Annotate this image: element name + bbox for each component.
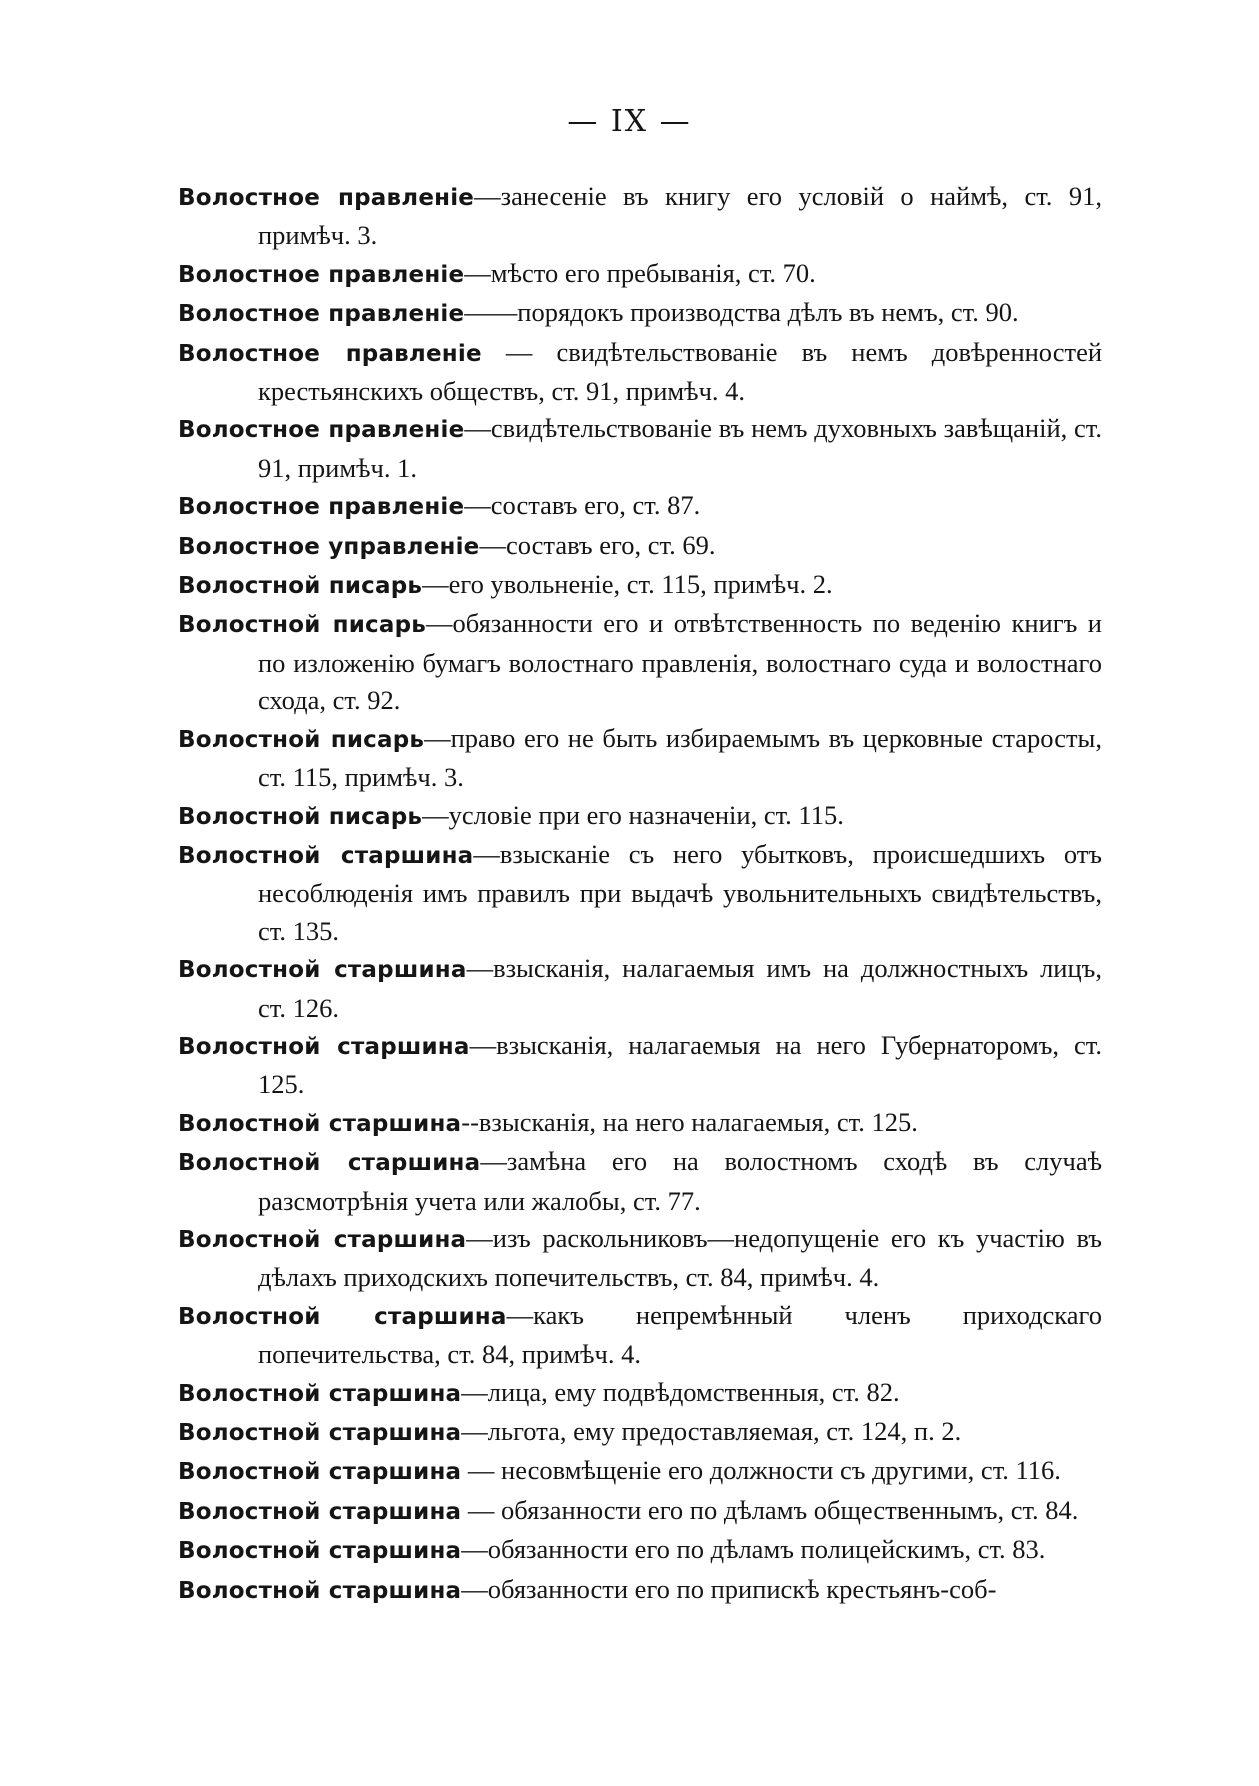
index-entry — [178, 1143, 1102, 1220]
entry-heading: Волостное управленіе — [178, 533, 480, 560]
entry-heading: Волостной старшина — [178, 1420, 462, 1446]
entry-text: —льгота, ему предоставляемая, ст. 124, п. 2. — [461, 1416, 962, 1446]
index-entry — [178, 1413, 1102, 1452]
entry-heading: Волостной старшина — [178, 1498, 462, 1525]
entry-text: —свидѣтельствованіе въ немъ духовныхъ завѣщаній, ст. 91, примѣч. 1. — [258, 413, 1102, 483]
index-entry — [178, 294, 1102, 333]
entry-text: — свидѣтельствованіе въ немъ довѣренностей крестьянскихъ обществъ, ст. 91, примѣч. 4. — [258, 336, 1103, 407]
entry-text: — несовмѣщеніе его должности съ другими, ст. 116. — [461, 1455, 1061, 1486]
entry-heading: Волостной писарь — [178, 573, 423, 600]
entry-heading: Волостной писарь — [178, 726, 425, 753]
index-entry — [178, 1374, 1102, 1413]
entry-heading: Волостной старшина — [178, 1538, 462, 1565]
entry-text: —взысканія, налагаемыя имъ на должностныхъ лицъ, ст. 126. — [258, 953, 1102, 1023]
entry-text: —составъ его, ст. 69. — [479, 529, 716, 560]
entry-heading: Волостное правленіе — [178, 494, 465, 521]
entry-text: —право его не быть избираемымъ въ церковные старосты, ст. 115, примѣч. 3. — [258, 722, 1102, 793]
index-entry — [178, 836, 1102, 950]
entry-text: —замѣна его на волостномъ сходѣ въ случаѣ разсмотрѣнія учета или жалобы, ст. 77. — [258, 1146, 1103, 1216]
entry-text: —условіе при его назначеніи, ст. 115. — [422, 799, 844, 830]
index-entry — [178, 566, 1102, 605]
index-entry — [178, 527, 1102, 566]
index-entry — [178, 1220, 1102, 1297]
entry-text: —какъ непремѣнный членъ приходскаго попечительства, ст. 84, примѣч. 4. — [258, 1299, 1103, 1370]
index-entry — [178, 1452, 1102, 1491]
entry-text: —взысканіе съ него убытковъ, происшедшихъ отъ несоблюденія имъ правилъ при выдачѣ увольнительныхъ свидѣтельствъ, ст. 135. — [258, 838, 1103, 946]
index-entry — [178, 1571, 1102, 1610]
index-entry — [178, 1297, 1102, 1374]
entry-heading: Волостной старшина — [178, 1303, 507, 1330]
entry-heading: Волостное правленіе — [178, 185, 475, 211]
entry-text: —обязанности его по припискѣ крестьянъ-соб- — [461, 1573, 997, 1604]
entry-heading: Волостной старшина — [178, 842, 474, 869]
index-entry — [178, 487, 1102, 526]
entry-heading: Волостной старшина — [178, 957, 467, 984]
page-number: — IX — — [567, 104, 692, 139]
entry-heading: Волостной старшина — [178, 1226, 467, 1253]
entry-heading: Волостной старшина — [178, 1033, 470, 1060]
entry-heading: Волостное правленіе — [178, 301, 465, 328]
entry-heading: Волостной старшина — [178, 1110, 462, 1137]
entry-text: —обязанности его по дѣламъ полицейскимъ, ст. 83. — [461, 1534, 1046, 1565]
entry-heading: Волостной писарь — [178, 803, 423, 830]
entry-text: —мѣсто его пребыванія, ст. 70. — [464, 257, 816, 288]
index-entry — [178, 1104, 1102, 1143]
entry-text: — обязанности его по дѣламъ общественнымъ, ст. 84. — [461, 1494, 1079, 1525]
entry-heading: Волостной старшина — [178, 1150, 481, 1177]
entry-text: —изъ раскольниковъ—недопущеніе его къ участію въ дѣлахъ приходскихъ попечительствъ, ст. 84, примѣч. 4. — [258, 1222, 1102, 1293]
index-entry — [178, 255, 1102, 294]
index-entry — [178, 797, 1102, 836]
index-entry — [178, 334, 1102, 411]
index-entry — [178, 1531, 1102, 1570]
entry-text: --взысканія, на него налагаемыя, ст. 125. — [461, 1106, 918, 1137]
entry-heading: Волостной старшина — [178, 1380, 462, 1407]
entry-text: —взысканія, налагаемыя на него Губернаторомъ, ст. 125. — [258, 1029, 1102, 1100]
index-entry — [178, 605, 1102, 719]
entry-text: —лица, ему подвѣдомственныя, ст. 82. — [461, 1376, 900, 1407]
entry-heading: Волостной писарь — [178, 612, 427, 639]
index-entry — [178, 1492, 1102, 1531]
entry-heading: Волостное правленіе — [178, 261, 465, 288]
index-entry — [178, 950, 1102, 1027]
entry-text: ——порядокъ производства дѣлъ въ немъ, ст. 90. — [464, 297, 1019, 328]
entry-heading: Волостное правленіе — [178, 340, 482, 367]
entry-text: —составъ его, ст. 87. — [464, 490, 701, 521]
index-entry — [178, 720, 1102, 797]
entry-heading: Волостной старшина — [178, 1577, 462, 1604]
entry-text: —обязанности его и отвѣтственность по веденію книгъ и по изложенію бумагъ волостнаго правленія, волостнаго суда и волостнаго схода, ст. 92. — [258, 608, 1102, 716]
index-entry — [178, 178, 1102, 255]
entry-heading: Волостной старшина — [178, 1459, 462, 1486]
entry-text: —его увольненіе, ст. 115, примѣч. 2. — [422, 569, 833, 600]
entry-text: —занесеніе въ книгу его условій о наймѣ, ст. 91, примѣч. 3. — [258, 181, 1102, 251]
index-entry — [178, 1027, 1102, 1104]
index-entry — [178, 410, 1102, 487]
entry-heading: Волостное правленіе — [178, 417, 465, 444]
index-entries — [178, 178, 1102, 1610]
